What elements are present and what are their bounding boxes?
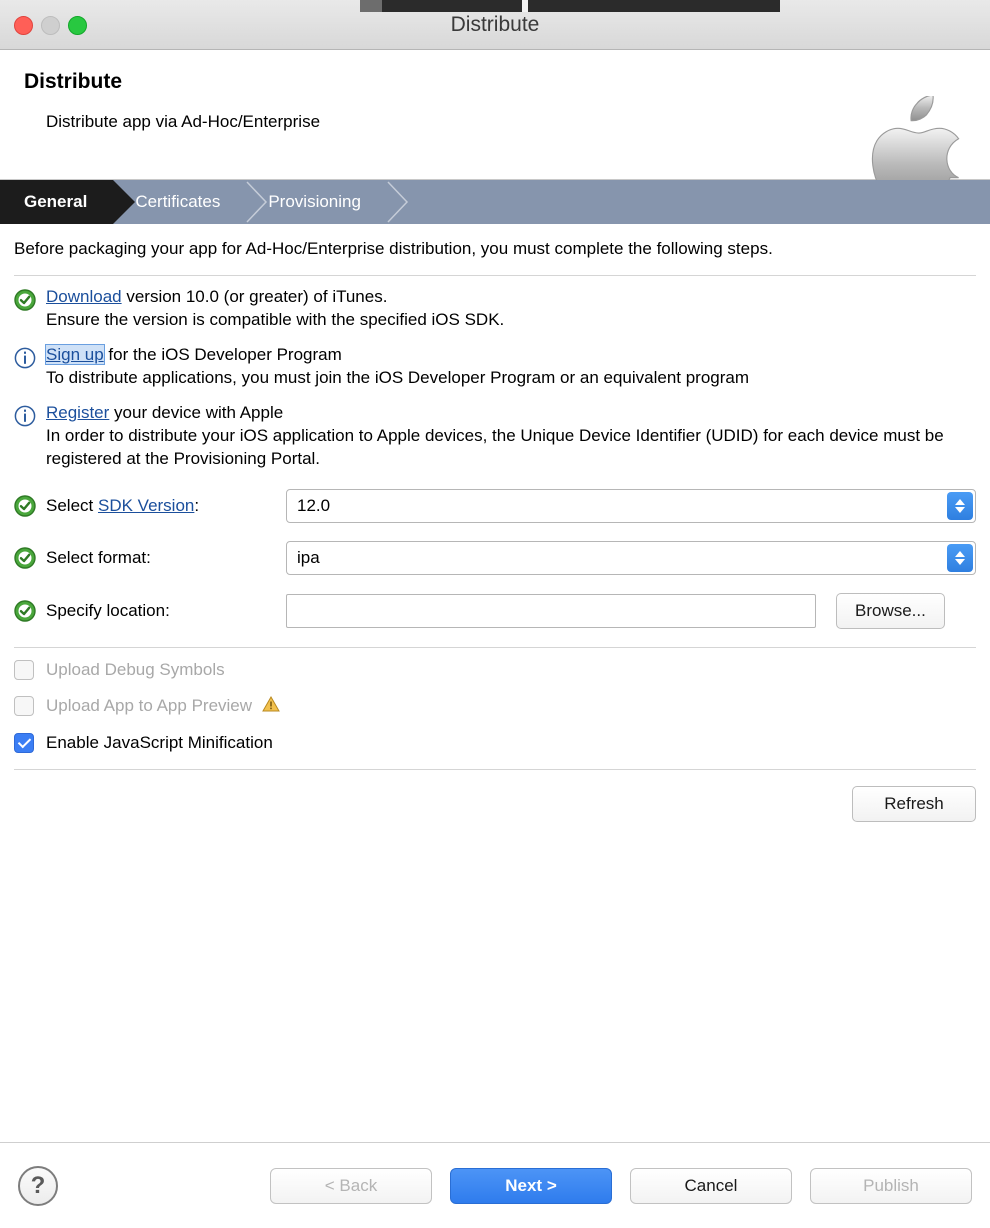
location-input[interactable] — [286, 594, 816, 628]
publish-button[interactable]: Publish — [810, 1168, 972, 1204]
stepper-icon[interactable] — [947, 492, 973, 520]
info-icon — [14, 402, 46, 427]
tab-certificates-label: Certificates — [135, 192, 221, 211]
minimize-icon[interactable] — [41, 16, 60, 35]
sign-up-link[interactable]: Sign up — [46, 344, 104, 364]
refresh-row — [14, 770, 976, 822]
upload-app-preview-checkbox[interactable] — [14, 696, 34, 716]
step-download-detail: Ensure the version is compatible with the specified iOS SDK. — [46, 309, 505, 329]
sdk-version-row — [14, 489, 976, 523]
step-download-text — [46, 286, 504, 332]
sdk-version-link[interactable]: SDK Version — [97, 495, 195, 515]
sdk-label-suffix: : — [194, 495, 200, 515]
dialog-footer — [0, 1142, 990, 1228]
cancel-button[interactable]: Cancel — [630, 1168, 792, 1204]
format-row — [14, 541, 976, 575]
enable-js-minification-checkbox[interactable] — [14, 733, 34, 753]
sdk-label-prefix: Select — [46, 495, 98, 515]
sdk-version-select[interactable] — [286, 489, 976, 523]
window-titlebar — [0, 0, 990, 50]
download-link[interactable]: Download — [46, 286, 122, 306]
warning-icon — [262, 696, 280, 717]
tab-provisioning-label: Provisioning — [268, 192, 361, 211]
tab-certificates[interactable] — [113, 180, 246, 224]
background-window-tabs — [360, 0, 780, 12]
step-signup-detail: To distribute applications, you must join the iOS Developer Program or an equivalent program — [46, 367, 750, 387]
window-title: Distribute — [450, 12, 540, 36]
close-icon[interactable] — [14, 16, 33, 35]
step-signup — [14, 344, 976, 390]
location-row — [14, 593, 976, 629]
dialog-header — [0, 50, 990, 180]
browse-button-wrap — [836, 593, 945, 629]
location-label: Specify location: — [46, 600, 170, 620]
wizard-breadcrumb — [0, 180, 990, 224]
help-icon[interactable]: ? — [18, 1166, 58, 1206]
distribution-options-form — [14, 483, 976, 629]
check-ok-icon — [14, 547, 46, 569]
next-button[interactable]: Next > — [450, 1168, 612, 1204]
browse-button[interactable]: Browse... — [836, 593, 945, 629]
page-title: Distribute — [24, 70, 123, 93]
sdk-version-value: 12.0 — [297, 495, 331, 515]
sdk-version-label — [46, 496, 286, 516]
step-register-text — [46, 402, 976, 471]
format-select[interactable] — [286, 541, 976, 575]
check-ok-icon — [14, 600, 46, 622]
check-ok-icon — [14, 495, 46, 517]
register-link[interactable]: Register — [46, 402, 110, 422]
chevron-right-icon — [387, 180, 409, 224]
stepper-icon[interactable] — [947, 544, 973, 572]
footer-buttons — [270, 1168, 972, 1204]
intro-text: Before packaging your app for Ad-Hoc/Enterprise distribution, you must complete the following steps. — [14, 239, 773, 258]
tab-general-label: General — [24, 192, 88, 211]
options-checkbox-group — [14, 648, 976, 753]
step-signup-text — [46, 344, 749, 390]
format-label: Select format: — [46, 547, 151, 567]
format-value: ipa — [297, 547, 320, 567]
steps-list — [14, 276, 976, 471]
back-button[interactable]: < Back — [270, 1168, 432, 1204]
upload-app-preview-row[interactable] — [14, 696, 976, 717]
step-register — [14, 402, 976, 471]
enable-js-minification-label: Enable JavaScript Minification — [46, 732, 273, 752]
zoom-icon[interactable] — [68, 16, 87, 35]
step-register-detail: In order to distribute your iOS application to Apple devices, the Unique Device Identifier (UDID) for each device must be registered at the Provisioning Portal. — [46, 425, 944, 468]
step-download-after: version 10.0 (or greater) of iTunes. — [121, 286, 388, 306]
upload-debug-symbols-checkbox[interactable] — [14, 660, 34, 680]
refresh-button[interactable]: Refresh — [852, 786, 976, 822]
step-register-after: your device with Apple — [109, 402, 284, 422]
step-download — [14, 286, 976, 332]
enable-js-minification-row[interactable] — [14, 733, 976, 753]
dialog-body — [0, 224, 990, 1142]
window-controls[interactable] — [14, 16, 87, 35]
info-icon — [14, 344, 46, 369]
tab-general[interactable] — [0, 180, 113, 224]
tab-provisioning[interactable] — [246, 180, 387, 224]
upload-debug-symbols-row[interactable] — [14, 660, 976, 680]
upload-app-preview-label: Upload App to App Preview — [46, 696, 253, 715]
step-signup-after: for the iOS Developer Program — [103, 344, 342, 364]
upload-debug-symbols-label: Upload Debug Symbols — [46, 659, 225, 679]
check-ok-icon — [14, 286, 46, 311]
page-subtitle: Distribute app via Ad-Hoc/Enterprise — [46, 112, 321, 131]
